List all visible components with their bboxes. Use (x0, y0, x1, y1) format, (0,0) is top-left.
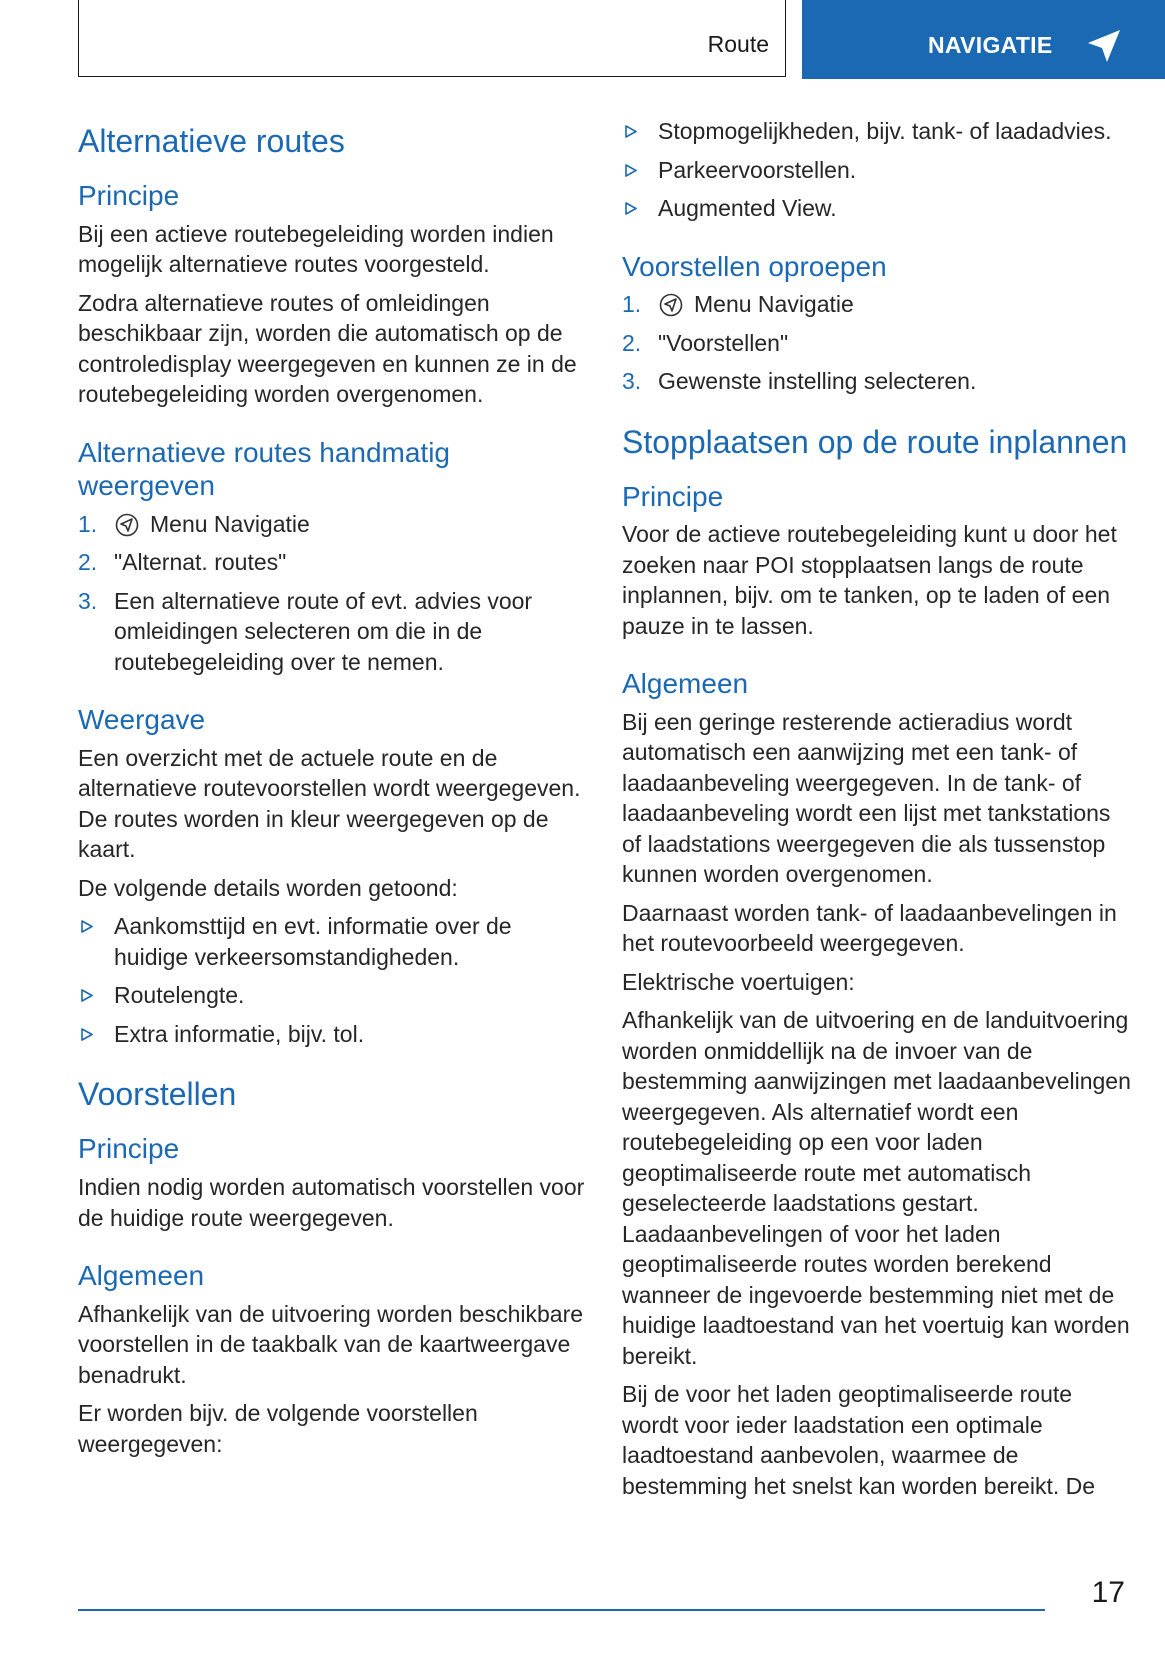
step-text: "Voorstellen" (658, 329, 789, 356)
weergave-heading: Weergave (78, 704, 206, 736)
step-item (622, 328, 1132, 359)
stop-algemeen-paragraph: Elektrische voertuigen: (622, 968, 855, 995)
stop-algemeen-paragraph: Bij de voor het laden geoptimaliseerde route wordt voor ieder laadstation een optimale laadtoestand aanbevolen, waarmee de bestemming het snelst kan worden bereikt. De (622, 1381, 1096, 1499)
principe-section (78, 179, 588, 410)
bullet-item (78, 980, 588, 1011)
weergave-paragraph: Een overzicht met de actuele route en de alternatieve routevoorstellen wordt weergegeven. De routes worden in kleur weergegeven op de kaart. (78, 744, 581, 863)
right-column (622, 116, 1132, 1527)
weergave-paragraph: De volgende details worden getoond: (78, 874, 458, 901)
step-text: Een alternatieve route of evt. advies voor omleidingen selecteren om die in de routebegeleiding over te nemen. (114, 587, 533, 675)
voorstellen-principe-paragraph: Indien nodig worden automatisch voorstellen voor de huidige route weergegeven. (78, 1174, 585, 1231)
principe-heading: Principe (78, 180, 180, 212)
voorstellen-principe-section (78, 1132, 588, 1233)
oproepen-section (622, 250, 1132, 397)
voorstellen-principe-heading: Principe (78, 1133, 180, 1165)
bullet-item (78, 911, 588, 972)
voorstellen-algemeen-section (78, 1259, 588, 1459)
voorstellen-algemeen-paragraph: Er worden bijv. de volgende voorstellen weergegeven: (78, 1400, 478, 1457)
step-number: 1. (78, 510, 98, 537)
header-section-box (78, 0, 786, 77)
bullet-text: Stopmogelijkheden, bijv. tank- of laadadvies. (658, 118, 1112, 144)
bullet-item (622, 193, 1132, 224)
step-item (622, 289, 1132, 320)
header-chapter-tab (802, 0, 1165, 79)
stop-principe-paragraph: Voor de actieve routebegeleiding kunt u door het zoeken naar POI stopplaatsen langs de route inplannen, bijv. om te tanken, op te laden of een pauze in te lassen. (622, 521, 1117, 639)
step-item (78, 547, 588, 578)
stop-algemeen-paragraph: Bij een geringe resterende actieradius wordt automatisch een aanwijzing met een tank- of laadaanbeveling weergegeven. In de tank- of laadaanbeveling wordt een lijst met tankstations of laadstations weergegeven die als tussenstop kunnen worden overgenomen. (622, 708, 1111, 888)
bullet-text: Augmented View. (658, 195, 837, 221)
step-text: Gewenste instelling selecteren. (658, 368, 977, 395)
bullet-text: Extra informatie, bijv. tol. (114, 1020, 365, 1047)
principe-paragraph: Bij een actieve routebegeleiding worden indien mogelijk alternatieve routes voorgesteld. (78, 220, 554, 278)
step-number: 3. (622, 368, 642, 395)
bullet-text: Aankomsttijd en evt. informatie over de huidige verkeersomstandigheden. (114, 913, 512, 970)
voorstellen-bullets (622, 116, 1132, 224)
stop-algemeen-section (622, 667, 1132, 1501)
left-column (78, 116, 588, 1485)
step-item (78, 586, 588, 678)
stop-algemeen-paragraph: Daarnaast worden tank- of laadaanbevelingen in het routevoorbeeld weergegeven. (622, 899, 1117, 957)
stop-algemeen-heading: Algemeen (622, 668, 749, 700)
weergave-bullets (78, 911, 588, 1049)
bullet-item (622, 116, 1132, 147)
voorstellen-list-section (622, 116, 1132, 224)
step-number: 3. (78, 587, 98, 614)
stopplaatsen-title: Stopplaatsen op de route inplannen (622, 423, 1128, 460)
weergave-section (78, 703, 588, 1049)
footer-divider (78, 1609, 1045, 1611)
step-number: 2. (622, 329, 642, 356)
triangle-bullet-icon (81, 920, 93, 933)
header-chapter-label: NAVIGATIE (928, 32, 1053, 58)
triangle-bullet-icon (625, 125, 637, 138)
principe-paragraph: Zodra alternatieve routes of omleidingen beschikbaar zijn, worden die automatisch op de controledisplay weergegeven en kunnen ze in de routebegeleiding worden overgenomen. (78, 289, 577, 408)
step-text: "Alternat. routes" (114, 549, 287, 576)
oproepen-heading: Voorstellen oproepen (622, 250, 887, 282)
bullet-text: Parkeervoorstellen. (658, 156, 857, 183)
step-text: Menu Navigatie (694, 291, 854, 318)
triangle-bullet-icon (625, 164, 637, 177)
bullet-item (622, 155, 1132, 186)
oproepen-steps (622, 289, 1132, 397)
navigation-menu-icon (658, 292, 684, 318)
triangle-bullet-icon (625, 202, 637, 215)
alt-routes-title: Alternatieve routes (78, 123, 345, 159)
step-item (78, 509, 588, 540)
voorstellen-title: Voorstellen (78, 1076, 237, 1113)
page-number: 17 (1091, 1576, 1125, 1609)
bullet-text: Routelengte. (114, 982, 245, 1009)
stop-principe-section (622, 480, 1132, 642)
triangle-bullet-icon (81, 1028, 93, 1041)
navigation-menu-icon (114, 512, 140, 538)
stop-algemeen-paragraph: Afhankelijk van de uitvoering en de landuitvoering worden onmiddellijk na de invoer van de bestemming aanwijzingen met laadaanbevelingen weergegeven. Als alternatief wordt een routebegeleiding op een voor laden geoptimaliseerde route met automatisch geselecteerde laadstations gestart. Laadaanbevelingen of voor het laden geoptimaliseerde routes worden berekend wanneer de ingevoerde bestemming niet met de huidige laadtoestand van het voertuig kan worden bereikt. (622, 1007, 1131, 1369)
handmatig-heading: Alternatieve routes handmatig weergeven (78, 436, 450, 502)
step-number: 2. (78, 549, 98, 576)
stop-principe-heading: Principe (622, 480, 724, 512)
header-section-label: Route (707, 31, 769, 57)
handmatig-steps (78, 509, 588, 678)
voorstellen-algemeen-heading: Algemeen (78, 1260, 205, 1292)
handmatig-section (78, 436, 588, 678)
triangle-bullet-icon (81, 989, 93, 1002)
step-text: Menu Navigatie (150, 510, 310, 537)
bullet-item (78, 1019, 588, 1050)
voorstellen-algemeen-paragraph: Afhankelijk van de uitvoering worden beschikbare voorstellen in de taakbalk van de kaartweergave benadrukt. (78, 1300, 584, 1388)
step-number: 1. (622, 291, 642, 318)
navigation-arrow-icon (1085, 27, 1123, 65)
step-item (622, 366, 1132, 397)
